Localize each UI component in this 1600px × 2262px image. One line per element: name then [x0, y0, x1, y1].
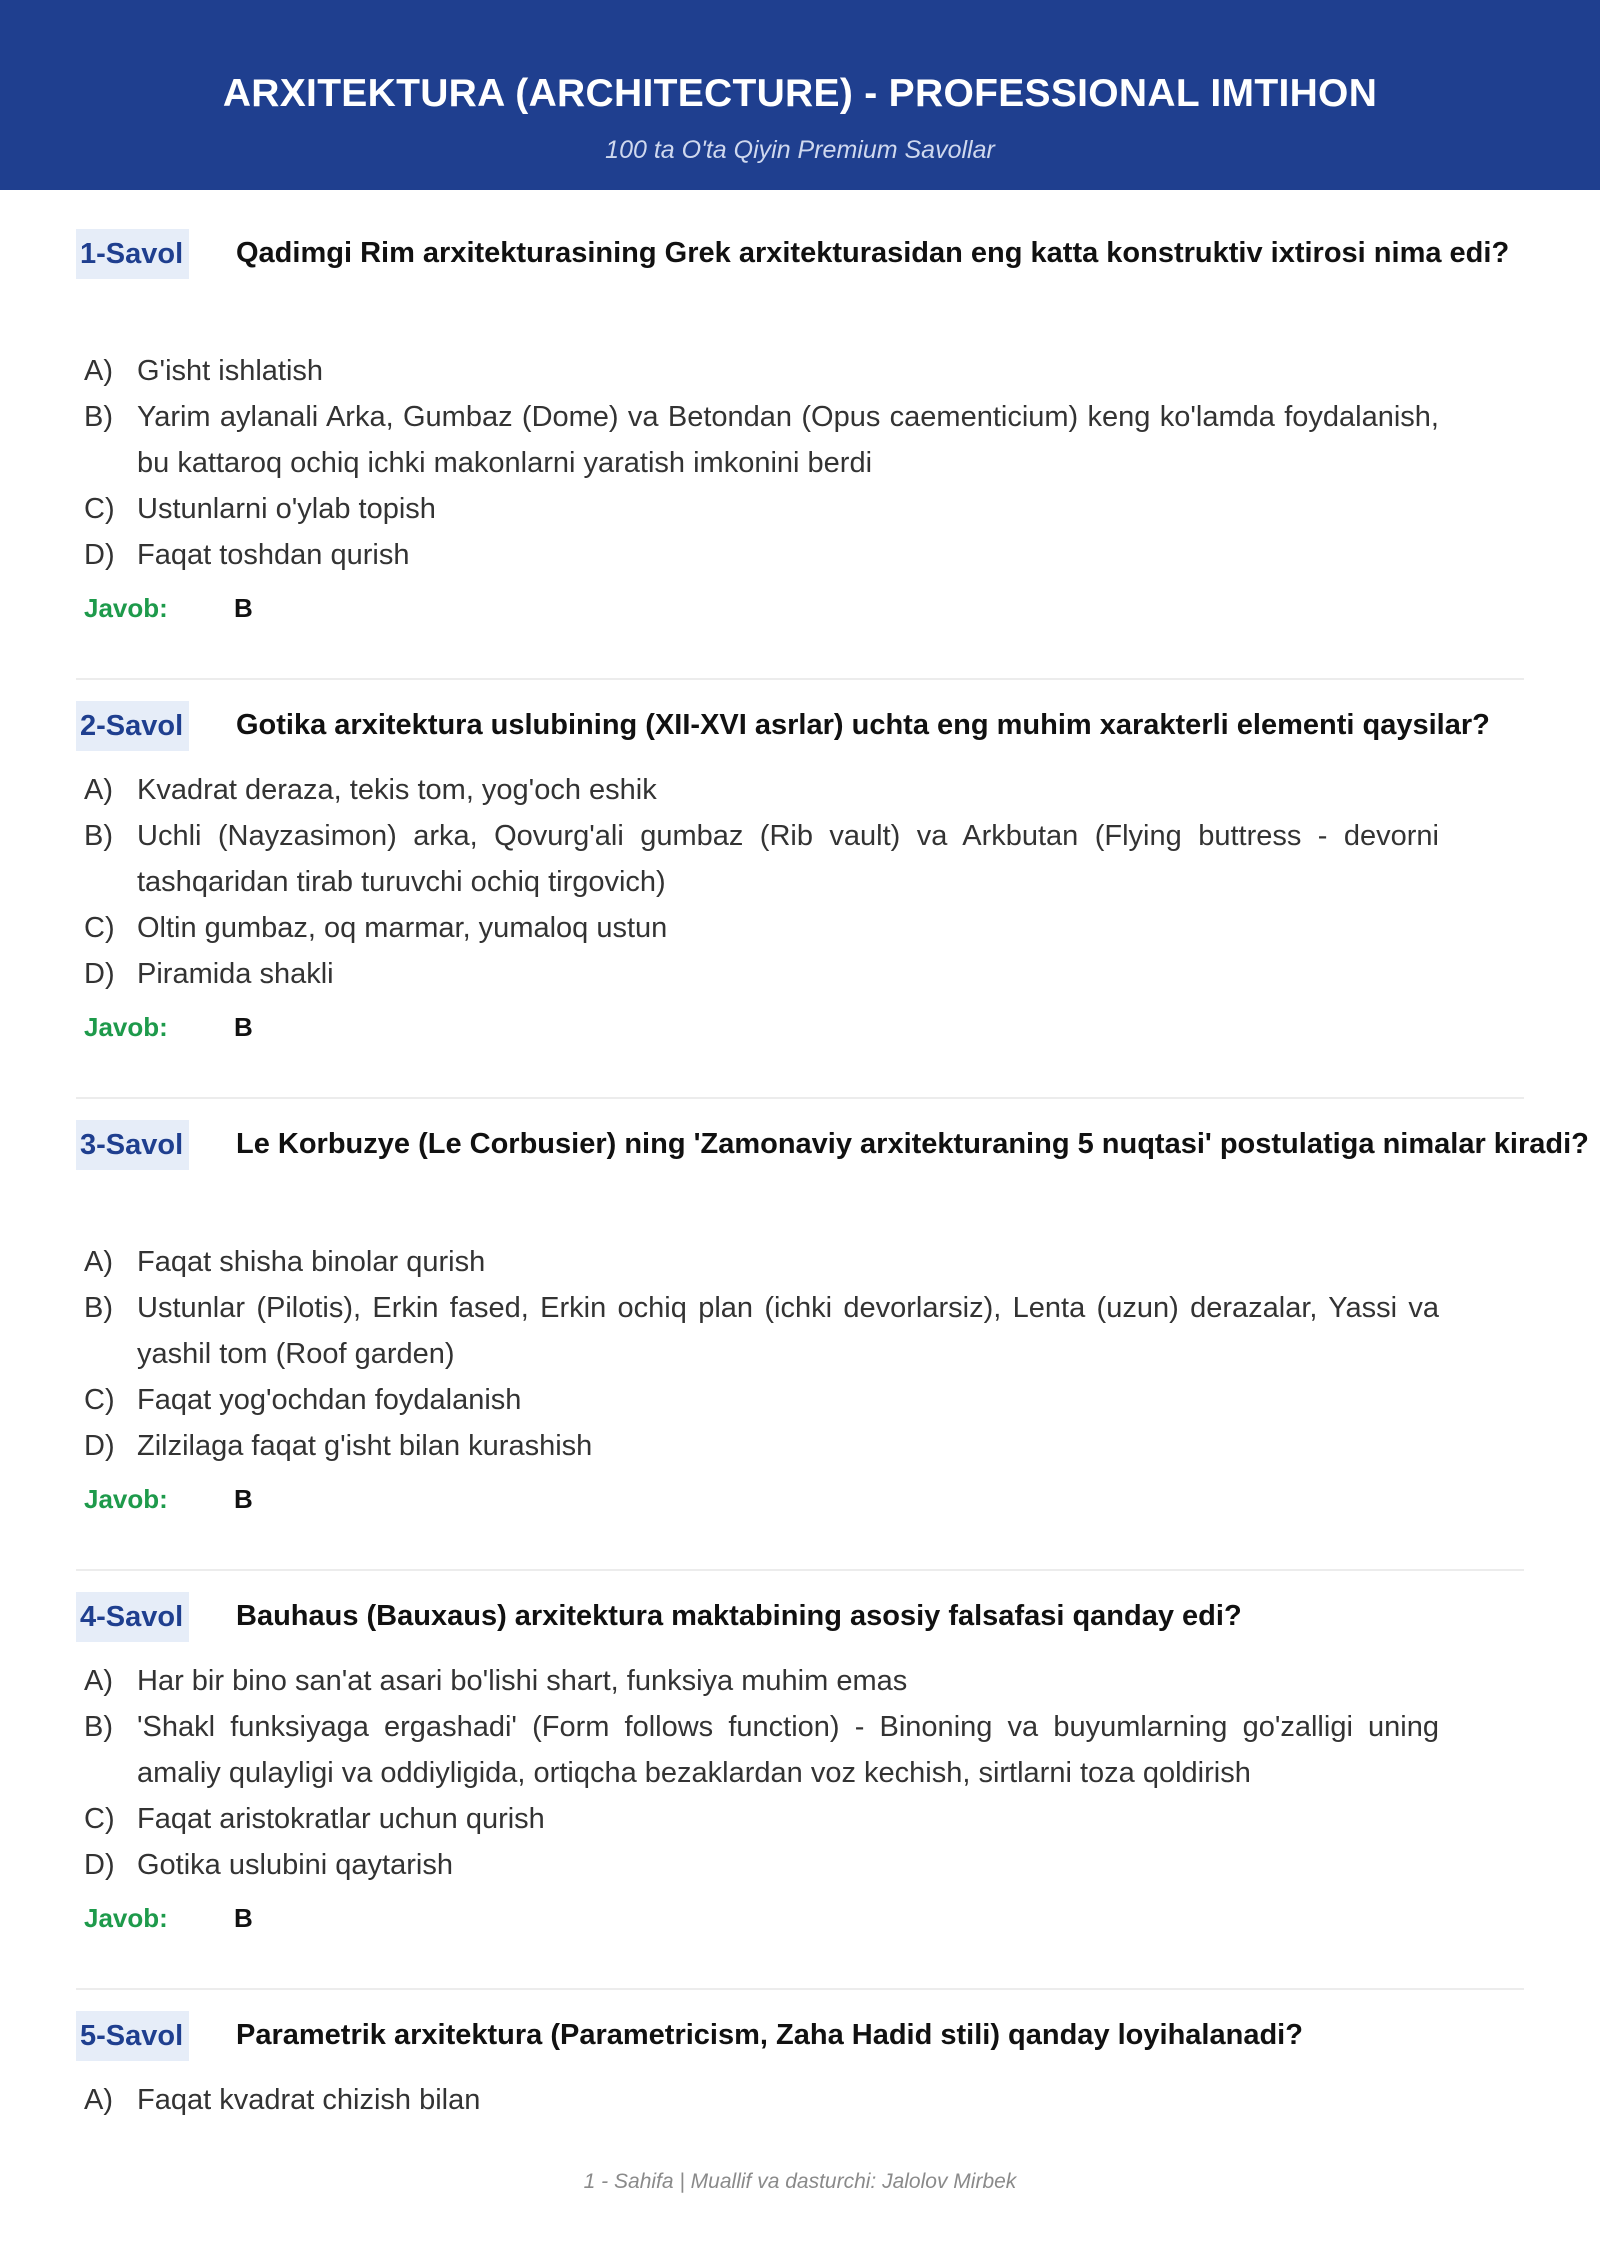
divider — [76, 678, 1524, 680]
option-text: Kvadrat deraza, tekis tom, yog'och eshik — [137, 774, 657, 806]
option-letter: C) — [84, 493, 115, 525]
option-letter: A) — [84, 355, 113, 387]
question-number: 5-Savol — [76, 2011, 189, 2061]
option-text: Har bir bino san'at asari bo'lishi shart, funksiya muhim emas — [137, 1665, 908, 1697]
answer-value: B — [234, 1012, 253, 1042]
option-letter: B) — [84, 1711, 113, 1743]
page-header — [0, 0, 1600, 190]
option-text: Uchli (Nayzasimon) arka, Qovurg'ali gumbaz (Rib vault) va Arkbutan (Flying buttress - devorni tashqaridan tirab turuvchi ochiq tirgovich) — [137, 820, 1439, 898]
option-text: Oltin gumbaz, oq marmar, yumaloq ustun — [137, 912, 668, 944]
page-subtitle: 100 ta O'ta Qiyin Premium Savollar — [605, 136, 995, 164]
question-text: Bauhaus (Bauxaus) arxitektura maktabining asosiy falsafasi qanday edi? — [236, 1600, 1242, 1632]
option-letter: B) — [84, 401, 113, 433]
option-letter: A) — [84, 2084, 113, 2116]
question-text: Gotika arxitektura uslubining (XII-XVI asrlar) uchta eng muhim xarakterli elementi qaysilar? — [236, 709, 1490, 741]
option-letter: C) — [84, 1803, 115, 1835]
option-text: Zilzilaga faqat g'isht bilan kurashish — [137, 1430, 593, 1462]
answer-value: B — [234, 593, 253, 623]
question-text: Qadimgi Rim arxitekturasining Grek arxitekturasidan eng katta konstruktiv ixtirosi nima edi? — [236, 237, 1510, 269]
divider — [76, 1988, 1524, 1990]
answer-label: Javob: — [84, 1903, 168, 1933]
answer-label: Javob: — [84, 1012, 168, 1042]
page-title: ARXITEKTURA (ARCHITECTURE) - PROFESSIONAL IMTIHON — [222, 72, 1378, 115]
question-text: Parametrik arxitektura (Parametricism, Zaha Hadid stili) qanday loyihalanadi? — [236, 2019, 1303, 2051]
option-text: Ustunlar (Pilotis), Erkin fased, Erkin ochiq plan (ichki devorlarsiz), Lenta (uzun) derazalar, Yassi va yashil tom (Roof garden) — [137, 1292, 1439, 1370]
page-footer: 1 - Sahifa | Muallif va dasturchi: Jalolov Mirbek — [583, 2170, 1017, 2193]
divider — [76, 1097, 1524, 1099]
option-letter: D) — [84, 1430, 115, 1462]
question-number: 3-Savol — [76, 1120, 189, 1170]
option-letter: B) — [84, 1292, 113, 1324]
option-text: Faqat yog'ochdan foydalanish — [137, 1384, 522, 1416]
option-letter: B) — [84, 820, 113, 852]
option-text: Faqat kvadrat chizish bilan — [137, 2084, 481, 2116]
option-letter: A) — [84, 1246, 113, 1278]
question-number: 2-Savol — [76, 701, 189, 751]
option-letter: D) — [84, 1849, 115, 1881]
option-letter: D) — [84, 958, 115, 990]
option-text: 'Shakl funksiyaga ergashadi' (Form follows function) - Binoning va buyumlarning go'zalligi uning amaliy qulayligi va oddiyligida, ortiqcha bezaklardan voz kechish, sirtlarni toza qoldirish — [137, 1711, 1439, 1789]
option-text: Gotika uslubini qaytarish — [137, 1849, 453, 1881]
option-text: G'isht ishlatish — [137, 355, 324, 387]
option-letter: A) — [84, 774, 113, 806]
option-text: Faqat shisha binolar qurish — [137, 1246, 486, 1278]
option-text: Ustunlarni o'ylab topish — [137, 493, 436, 525]
option-letter: C) — [84, 1384, 115, 1416]
answer-label: Javob: — [84, 593, 168, 623]
option-letter: C) — [84, 912, 115, 944]
divider — [76, 1569, 1524, 1571]
option-text: Faqat aristokratlar uchun qurish — [137, 1803, 545, 1835]
option-letter: A) — [84, 1665, 113, 1697]
answer-value: B — [234, 1484, 253, 1514]
option-letter: D) — [84, 539, 115, 571]
answer-value: B — [234, 1903, 253, 1933]
answer-label: Javob: — [84, 1484, 168, 1514]
question-number: 1-Savol — [76, 229, 189, 279]
question-text: Le Korbuzye (Le Corbusier) ning 'Zamonaviy arxitekturaning 5 nuqtasi' postulatiga nimalar kiradi? — [236, 1128, 1589, 1160]
option-text: Piramida shakli — [137, 958, 334, 990]
question-number: 4-Savol — [76, 1592, 189, 1642]
option-text: Faqat toshdan qurish — [137, 539, 410, 571]
option-text: Yarim aylanali Arka, Gumbaz (Dome) va Betondan (Opus caementicium) keng ko'lamda foydalanish, bu kattaroq ochiq ichki makonlarni yaratish imkonini berdi — [137, 401, 1439, 479]
